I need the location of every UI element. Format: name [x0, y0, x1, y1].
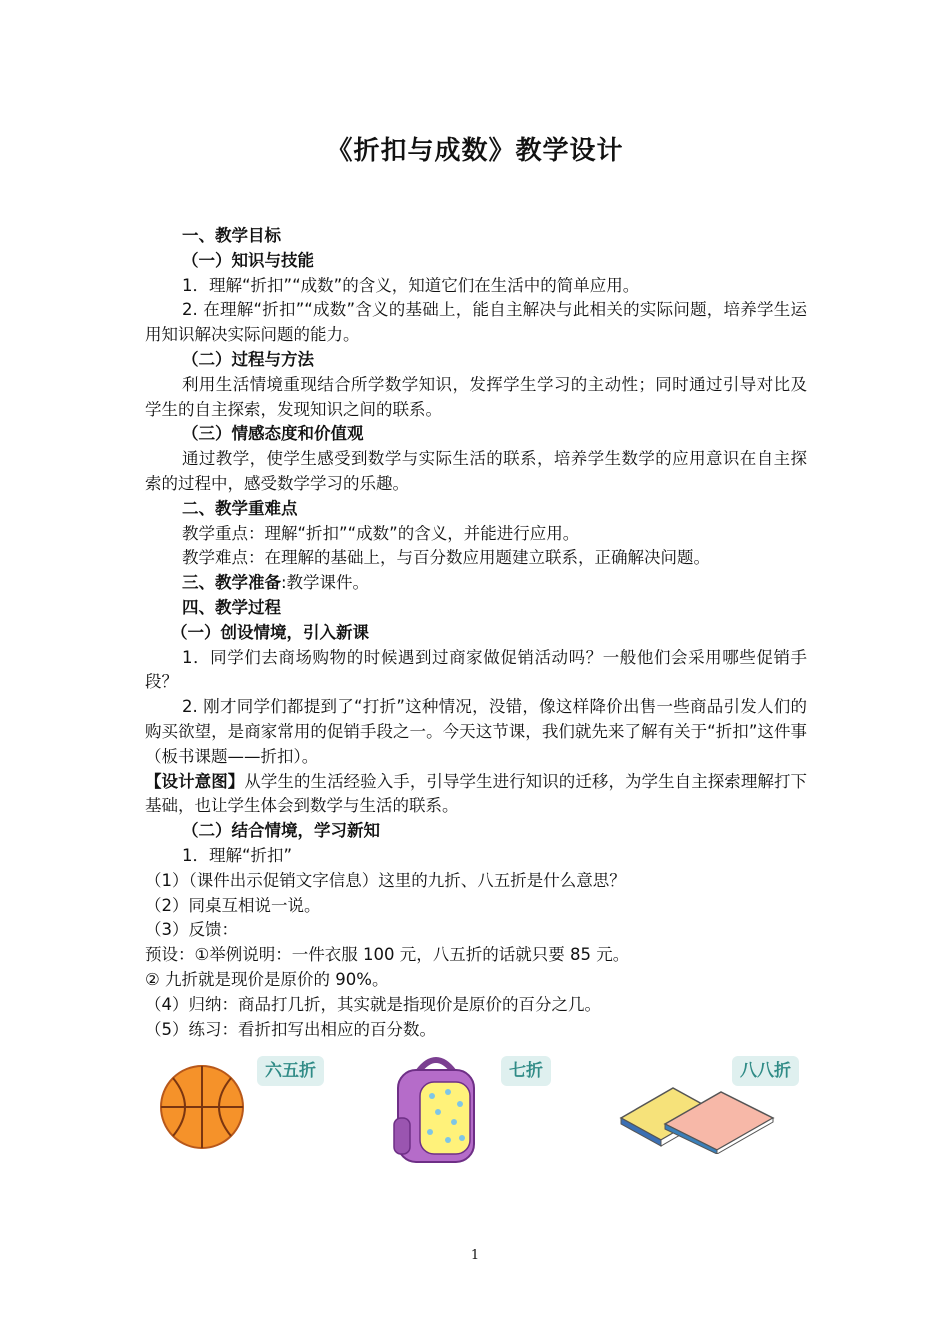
- paragraph: 2. 刚才同学们都提到了“打折”这种情况，没错，像这样降价出售一些商品引发人们的购买欲望，是商家常用的促销手段之一。今天这节课，我们就先来了解有关于“折扣”这件事（板书课题——折扣）。: [145, 697, 807, 766]
- paragraph: 1．同学们去商场购物的时候遇到过商家做促销活动吗？一般他们会采用哪些促销手段？: [145, 647, 807, 692]
- subsection-heading: （一）创设情境，引入新课: [171, 622, 369, 642]
- paragraph: ② 九折就是现价是原价的 90%。: [145, 969, 389, 989]
- paragraph: 1．理解“折扣”“成数”的含义，知道它们在生活中的简单应用。: [182, 275, 640, 295]
- paragraph: （2）同桌互相说一说。: [145, 895, 321, 915]
- paragraph: 1．理解“折扣”: [182, 845, 293, 865]
- paragraph: 教学重点：理解“折扣”“成数”的含义，并能进行应用。: [182, 523, 580, 543]
- subsection-heading: （二）结合情境，学习新知: [182, 821, 380, 841]
- backpack-icon: [390, 1052, 482, 1168]
- books-icon: [617, 1082, 777, 1154]
- paragraph: 教学难点：在理解的基础上，与百分数应用题建立联系，正确解决问题。: [182, 548, 710, 568]
- basketball-icon: [157, 1062, 247, 1152]
- paragraph: （3）反馈：: [145, 920, 238, 940]
- section-heading: 四、教学过程: [182, 597, 281, 617]
- paragraph: [145, 571, 807, 596]
- discount-label: 六五折: [257, 1056, 324, 1086]
- subsection-heading: （二）过程与方法: [182, 349, 314, 369]
- design-intent-text: 从学生的生活经验入手，引导学生进行知识的迁移，为学生自主探索理解打下基础，也让学生体会到数学与生活的联系。: [145, 771, 808, 816]
- paragraph: [145, 770, 807, 820]
- page-title: 《折扣与成数》教学设计: [326, 136, 624, 166]
- paragraph: 通过教学，使学生感受到数学与实际生活的联系，培养学生数学的应用意识在自主探索的过程中，感受数学学习的乐趣。: [145, 449, 807, 493]
- discount-label: 八八折: [732, 1056, 799, 1086]
- section-heading: 二、教学重难点: [182, 498, 298, 518]
- design-intent-label: 【设计意图】: [145, 771, 245, 791]
- paragraph: （4）归纳：商品打几折，其实就是指现价是原价的百分之几。: [145, 994, 601, 1014]
- exercise-images: [145, 1052, 807, 1172]
- paragraph: 预设：①举例说明：一件衣服 100 元，八五折的话就只要 85 元。: [145, 945, 630, 965]
- section-heading: 三、教学准备: [182, 573, 281, 593]
- section-text: :教学课件。: [281, 573, 370, 593]
- document-body: [145, 224, 807, 1042]
- page-number: 1: [470, 1248, 480, 1263]
- discount-label: 七折: [501, 1056, 551, 1086]
- subsection-heading: （三）情感态度和价值观: [182, 424, 364, 444]
- paragraph: （5）练习：看折扣写出相应的百分数。: [145, 1019, 436, 1039]
- paragraph: （1）（课件出示促销文字信息）这里的九折、八五折是什么意思？: [145, 870, 626, 890]
- subsection-heading: （一）知识与技能: [182, 250, 314, 270]
- paragraph: 2. 在理解“折扣”“成数”含义的基础上，能自主解决与此相关的实际问题，培养学生运用知识解决实际问题的能力。: [145, 300, 807, 345]
- paragraph: 利用生活情境重现结合所学数学知识，发挥学生学习的主动性；同时通过引导对比及学生的自主探索，发现知识之间的联系。: [145, 374, 807, 419]
- section-heading: 一、教学目标: [182, 226, 281, 245]
